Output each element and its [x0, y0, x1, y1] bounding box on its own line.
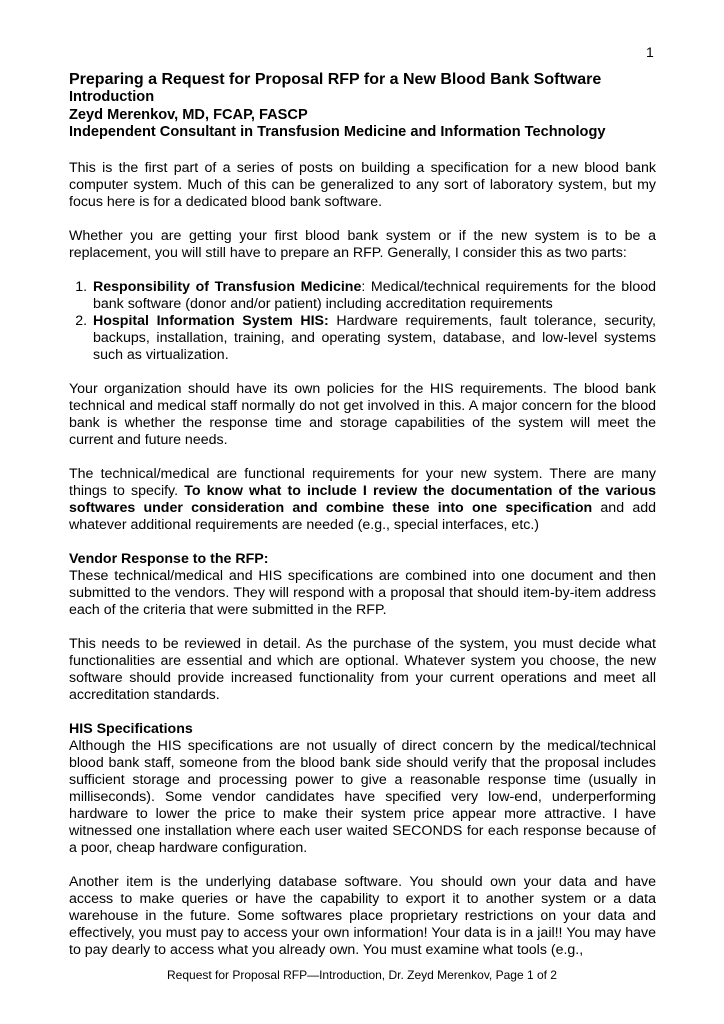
- his-spec-paragraph: [69, 721, 656, 857]
- list-item-text: : Medical/technical requirements for the blood bank software (donor and/or patient) including accreditation requirements: [93, 278, 657, 312]
- database-paragraph: Another item is the underlying database software. You should own your data and have access to make queries or have the capability to export it to another system or a data warehouse in the future. Some softwares place proprietary restrictions on your data and effectively, you must pay to access your own information! Your data is in a jail!! You may have to pay dearly to access what you already own. You must examine what tools (e.g.,: [69, 873, 656, 958]
- intro-paragraph: This is the first part of a series of posts on building a specification for a new blood bank computer system. Much of this can be generalized to any sort of laboratory system, but my focus here is for a dedicated blood bank software.: [69, 159, 656, 210]
- author-affiliation: Independent Consultant in Transfusion Medicine and Information Technology: [69, 124, 606, 140]
- list-item-bold: Hospital Information System HIS:: [93, 312, 329, 329]
- vendor-response-paragraph: [69, 551, 656, 619]
- paragraph-text: Although the HIS specifications are not usually of direct concern by the medical/technical blood bank staff, someone from the blood bank side should verify that the proposal includes sufficient storage and processing power to give a reasonable response time (usually in milliseconds). Some vendor candidates have specified very low-end, underperforming hardware to lower the price to make their system price appear more attractive. I have witnessed one installation where each user waited SECONDS for each response because of a poor, cheap hardware configuration.: [69, 737, 656, 856]
- page-number: 1: [646, 44, 654, 60]
- section-heading-his: HIS Specifications: [69, 720, 193, 737]
- document-header: [69, 70, 656, 142]
- list-item-bold: Responsibility of Transfusion Medicine: [93, 278, 362, 295]
- paragraph-bold: To know what to include I review the documentation of the various softwares under consideration and combine these into one specification: [69, 482, 656, 516]
- author-name: Zeyd Merenkov, MD, FCAP, FASCP: [69, 106, 308, 123]
- list-item: [91, 313, 656, 364]
- review-paragraph: This needs to be reviewed in detail. As the purchase of the system, you must decide what functionalities are essential and which are optional. Whatever system you choose, the new software should provide increased functionality from your current operations and meet all accreditation standards.: [69, 635, 656, 703]
- list-item-text: Hardware requirements, fault tolerance, security, backups, installation, training, and operating system, database, and low-level systems such as virtualization.: [93, 312, 657, 363]
- requirements-list: [69, 279, 656, 364]
- section-heading-vendor: Vendor Response to the RFP:: [69, 550, 269, 567]
- document-body: [69, 70, 656, 976]
- paragraph-text: These technical/medical and HIS specifications are combined into one document and then submitted to the vendors. They will respond with a proposal that should item-by-item address each of the criteria that were submitted in the RFP.: [69, 567, 656, 618]
- paragraph-text: and add whatever additional requirements are needed (e.g., special interfaces, etc.): [69, 499, 656, 533]
- document-subtitle: Introduction: [69, 89, 155, 105]
- his-policies-paragraph: Your organization should have its own policies for the HIS requirements. The blood bank technical and medical staff normally do not get involved in this. A major concern for the blood bank is whether the response time and storage capabilities of the system will meet the current and future needs.: [69, 380, 656, 448]
- document-title: Preparing a Request for Proposal RFP for a New Blood Bank Software: [69, 71, 602, 88]
- functional-requirements-paragraph: [69, 466, 656, 534]
- paragraph-text: The technical/medical are functional requirements for your new system. There are many things to specify.: [69, 465, 656, 499]
- list-item: [91, 279, 656, 313]
- parts-paragraph: Whether you are getting your first blood bank system or if the new system is to be a replacement, you will still have to prepare an RFP. Generally, I consider this as two parts:: [69, 227, 656, 261]
- page-footer: Request for Proposal RFP—Introduction, Dr. Zeyd Merenkov, Page 1 of 2: [167, 968, 557, 982]
